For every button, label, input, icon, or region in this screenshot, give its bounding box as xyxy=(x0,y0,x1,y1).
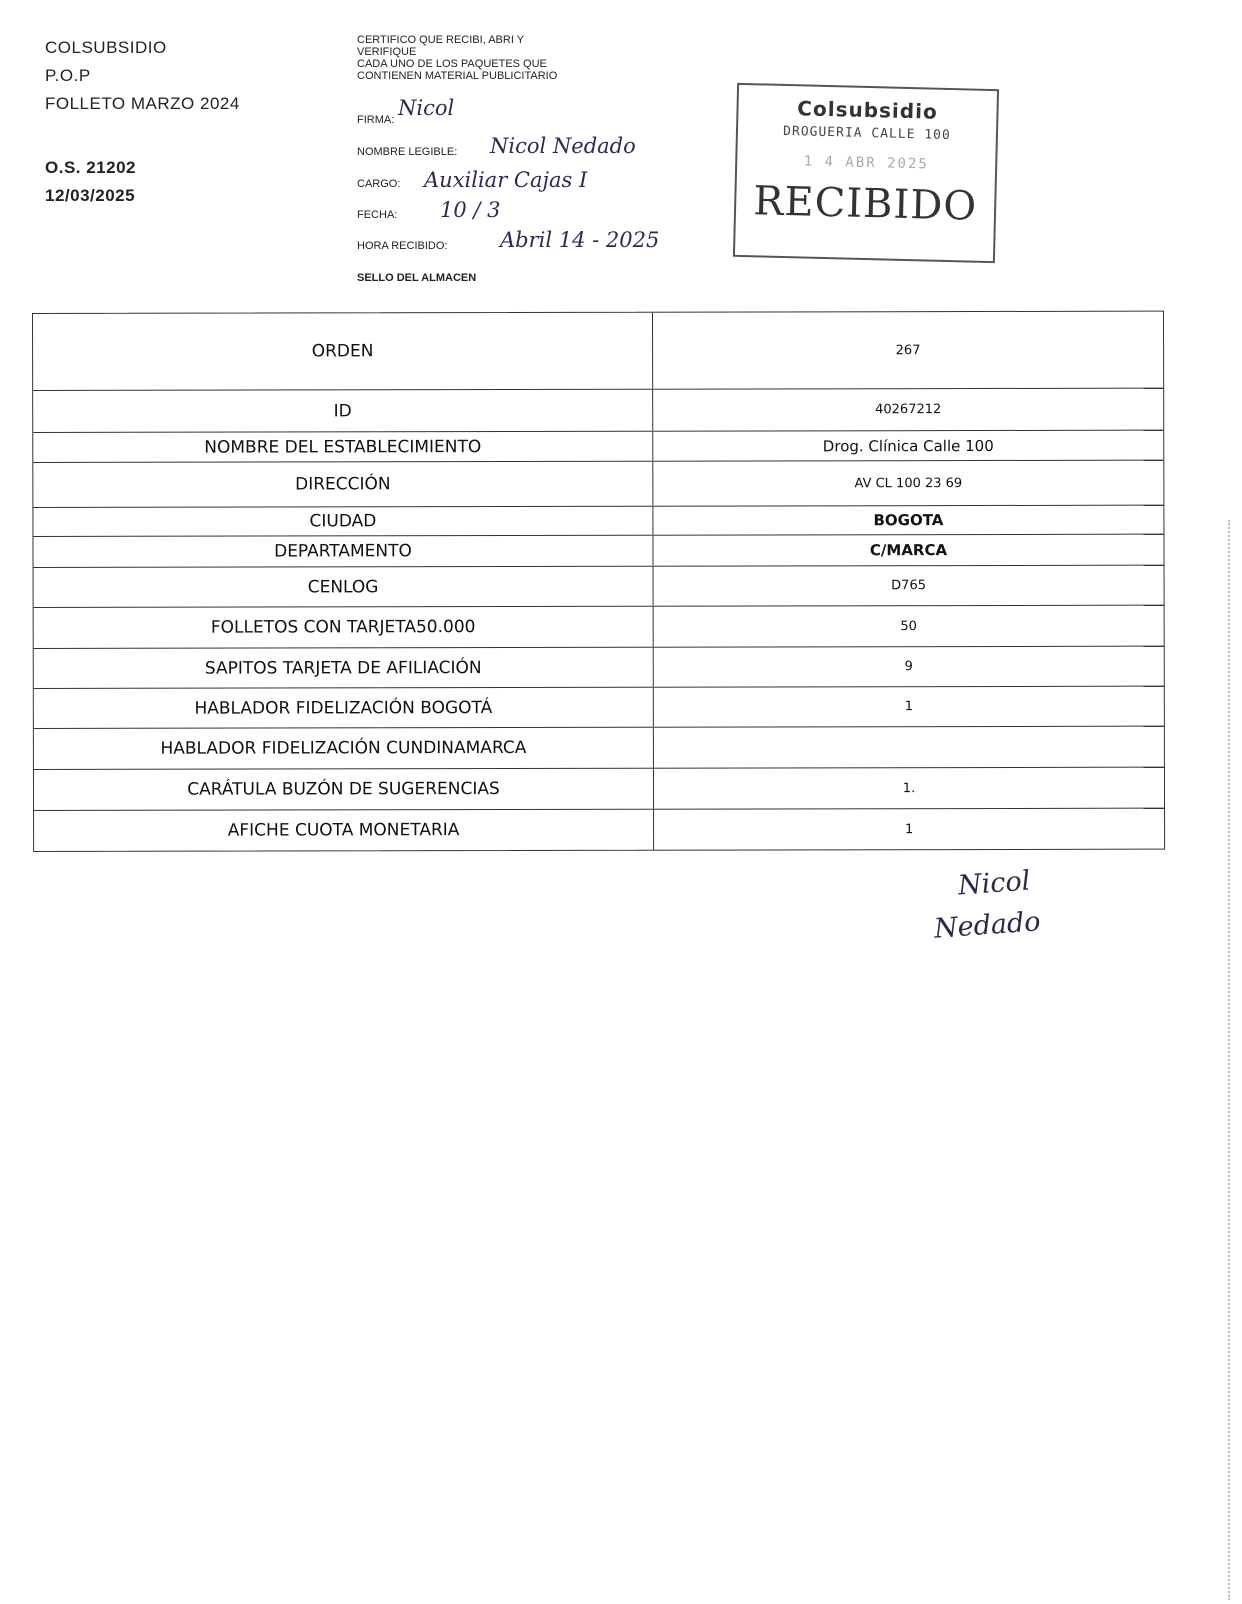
table-row xyxy=(34,726,1164,769)
stamp-store: DROGUERIA CALLE 100 xyxy=(782,123,951,144)
table-row xyxy=(34,646,1164,688)
table-row xyxy=(34,605,1164,648)
cert-line: VERIFIQUE xyxy=(357,46,417,58)
cert-line: CONTIENEN MATERIAL PUBLICITARIO xyxy=(357,70,558,82)
row-value: BOGOTA xyxy=(873,511,944,530)
nombre-label: NOMBRE LEGIBLE: xyxy=(357,146,458,158)
row-label: ID xyxy=(33,390,653,432)
row-label: AFICHE CUOTA MONETARIA xyxy=(34,810,654,851)
table-row xyxy=(33,460,1163,507)
fecha-value: 10 / 3 xyxy=(440,198,501,222)
row-value: 40267212 xyxy=(875,402,942,418)
row-label: SAPITOS TARJETA DE AFILIACIÓN xyxy=(34,648,654,688)
row-value: AV CL 100 23 69 xyxy=(854,475,963,491)
table-row xyxy=(34,565,1164,607)
scan-edge-divider xyxy=(1226,520,1230,1600)
row-value xyxy=(654,727,1164,768)
row-value: 267 xyxy=(895,342,921,358)
row-label: ORDEN xyxy=(33,313,653,390)
sello-label: SELLO DEL ALMACEN xyxy=(357,272,477,284)
row-value: Drog. Clínica Calle 100 xyxy=(822,436,994,455)
row-value: 1 xyxy=(904,821,914,837)
received-stamp xyxy=(733,83,999,263)
row-label: HABLADOR FIDELIZACIÓN BOGOTÁ xyxy=(34,688,654,728)
row-label: DIRECCIÓN xyxy=(33,462,653,507)
fecha-label: FECHA: xyxy=(357,209,398,221)
stamp-status: RECIBIDO xyxy=(752,178,978,230)
handwritten-note-line2: Nedado xyxy=(933,906,1042,945)
stamp-brand: Colsubsidio xyxy=(797,96,939,124)
table-row xyxy=(33,312,1163,390)
cargo-value: Auxiliar Cajas I xyxy=(424,168,588,192)
row-label: CIUDAD xyxy=(33,507,653,536)
nombre-value: Nicol Nedado xyxy=(490,134,636,158)
row-label: DEPARTAMENTO xyxy=(33,536,653,567)
hora-value: Abril 14 - 2025 xyxy=(500,228,660,252)
row-label: HABLADOR FIDELIZACIÓN CUNDINAMARCA xyxy=(34,728,654,769)
row-label: FOLLETOS CON TARJETA50.000 xyxy=(34,607,654,648)
row-value: 50 xyxy=(900,618,917,634)
table-row xyxy=(33,505,1163,536)
row-label: NOMBRE DEL ESTABLECIMIENTO xyxy=(33,432,653,462)
certification-text xyxy=(357,34,557,82)
row-value: 1. xyxy=(902,780,916,796)
table-row xyxy=(34,767,1164,810)
document-type: P.O.P xyxy=(45,66,91,85)
cert-line: CERTIFICO QUE RECIBI, ABRI Y xyxy=(357,34,525,46)
org-name: COLSUBSIDIO xyxy=(45,38,167,57)
cargo-label: CARGO: xyxy=(357,178,401,190)
firma-label: FIRMA: xyxy=(357,114,395,126)
folleto-title: FOLLETO MARZO 2024 xyxy=(45,94,240,113)
header-date: 12/03/2025 xyxy=(45,186,136,205)
row-value: 1 xyxy=(904,699,913,715)
hora-label: HORA RECIBIDO: xyxy=(357,240,448,252)
handwritten-note-line1: Nicol xyxy=(957,865,1032,902)
table-row xyxy=(33,430,1163,462)
table-row xyxy=(33,388,1163,432)
service-order: O.S. 21202 xyxy=(45,158,137,177)
header-block xyxy=(45,34,240,210)
delivery-table xyxy=(32,311,1165,852)
row-label: CARÁTULA BUZÓN DE SUGERENCIAS xyxy=(34,769,654,810)
row-value: D765 xyxy=(891,578,926,594)
row-value: C/MARCA xyxy=(869,541,948,560)
table-row xyxy=(34,808,1164,851)
table-row xyxy=(34,686,1164,728)
table-row xyxy=(33,534,1163,567)
firma-signature: Nicol xyxy=(398,96,455,120)
row-label: CENLOG xyxy=(34,567,654,607)
stamp-date: 1 4 ABR 2025 xyxy=(803,153,929,173)
cert-line: CADA UNO DE LOS PAQUETES QUE xyxy=(357,58,547,70)
row-value: 9 xyxy=(904,659,913,675)
